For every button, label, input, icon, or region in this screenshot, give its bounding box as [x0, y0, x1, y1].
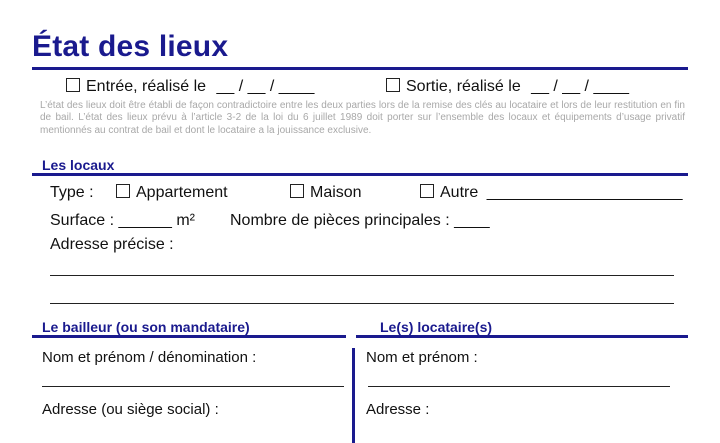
adresse-line-1[interactable]	[50, 275, 674, 276]
sortie-date[interactable]: __ / __ / ____	[531, 78, 630, 95]
bailleur-nom-line[interactable]	[42, 386, 344, 387]
sortie-row	[386, 77, 629, 97]
type-maison	[290, 183, 362, 203]
sortie-checkbox[interactable]	[386, 78, 400, 92]
appartement-label: Appartement	[136, 184, 228, 201]
title-rule	[32, 67, 688, 70]
locataire-nom-line[interactable]	[368, 386, 670, 387]
type-appartement	[116, 183, 228, 203]
locataire-nom-label: Nom et prénom :	[366, 349, 478, 366]
adresse-label: Adresse précise :	[50, 236, 174, 253]
maison-checkbox[interactable]	[290, 184, 304, 198]
bailleur-adresse-label: Adresse (ou siège social) :	[42, 401, 219, 418]
entree-row	[66, 77, 314, 97]
appartement-checkbox[interactable]	[116, 184, 130, 198]
section-locaux-heading: Les locaux	[42, 157, 115, 173]
column-divider	[352, 348, 355, 443]
entree-label: Entrée, réalisé le	[86, 78, 207, 95]
autre-field[interactable]: ______________________	[486, 184, 683, 201]
bailleur-rule	[32, 335, 346, 338]
sortie-label: Sortie, réalisé le	[406, 78, 521, 95]
pieces-field[interactable]: Nombre de pièces principales : ____	[230, 212, 490, 229]
entree-date[interactable]: __ / __ / ____	[216, 78, 315, 95]
locataire-heading: Le(s) locataire(s)	[380, 319, 493, 335]
locataire-adresse-label: Adresse :	[366, 401, 430, 418]
page-title: État des lieux	[32, 30, 229, 63]
locataire-rule	[356, 335, 688, 338]
autre-checkbox[interactable]	[420, 184, 434, 198]
legal-note: L’état des lieux doit être établi de façon contradictoire entre les deux parties lors de la remise des clés au locataire et lors de leur restitution en fin de bail. L’état des lieux prévu à l’article 3-2 de la loi du 6 juillet 1989 doit porter sur l’ensemble des locaux et équipements d’usage privatif mentionnés au contrat de bail et dont le locataire a la jouissance exclusive.	[40, 100, 685, 136]
section-locaux-rule	[32, 173, 688, 176]
surface-field[interactable]: Surface : ______ m²	[50, 212, 195, 229]
autre-label: Autre	[440, 184, 479, 201]
bailleur-heading: Le bailleur (ou son mandataire)	[42, 319, 250, 335]
entree-checkbox[interactable]	[66, 78, 80, 92]
adresse-line-2[interactable]	[50, 303, 674, 304]
maison-label: Maison	[310, 184, 362, 201]
type-autre	[420, 183, 682, 203]
bailleur-nom-label: Nom et prénom / dénomination :	[42, 349, 257, 366]
type-label: Type :	[50, 184, 94, 201]
